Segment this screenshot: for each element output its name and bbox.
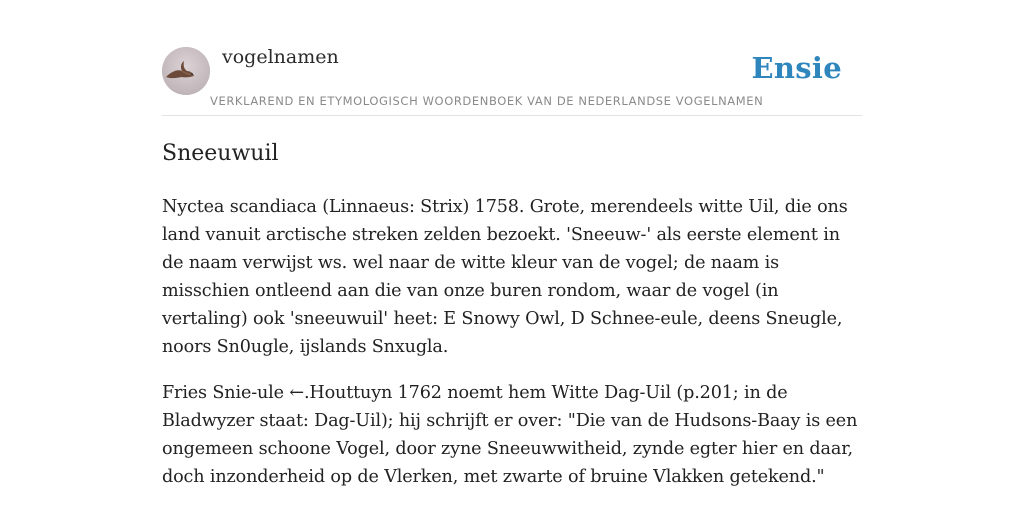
page-container xyxy=(162,0,862,512)
entry-paragraph-2: Fries Snie-ule ←.Houttuyn 1762 noemt hem Witte Dag-Uil (p.201; in de Bladwyzer staat: Dag-Uil); hij schrijft er over: "Die van de Hudsons-Baay is een ongemeen schoone Vogel, door zyne Sneeuwwitheid, zynde egter hier en daar, doch inzonderheid op de Vlerken, met zwarte of bruine Vlakken getekend." xyxy=(162,383,858,487)
entry-body xyxy=(162,193,862,509)
bird-avatar-icon[interactable] xyxy=(162,47,210,95)
entry-title: Sneeuwuil xyxy=(162,141,279,166)
ensie-logo[interactable]: Ensie xyxy=(751,51,842,85)
header xyxy=(162,0,862,116)
dictionary-name-link[interactable]: vogelnamen xyxy=(222,46,339,68)
bird-photo-icon xyxy=(162,47,210,95)
dictionary-subtitle: VERKLAREND EN ETYMOLOGISCH WOORDENBOEK VAN DE NEDERLANDSE VOGELNAMEN xyxy=(210,94,764,108)
entry-paragraph-1: Nyctea scandiaca (Linnaeus: Strix) 1758. Grote, merendeels witte Uil, die ons land vanuit arctische streken zelden bezoekt. 'Sneeuw-' als eerste element in de naam verwijst ws. wel naar de witte kleur van de vogel; de naam is misschien ontleend aan die van onze buren rondom, waar de vogel (in vertaling) ook 'sneeuwuil' heet: E Snowy Owl, D Schnee-eule, deens Sneugle, noors Sn0ugle, ijslands Snxugla. xyxy=(162,197,848,357)
